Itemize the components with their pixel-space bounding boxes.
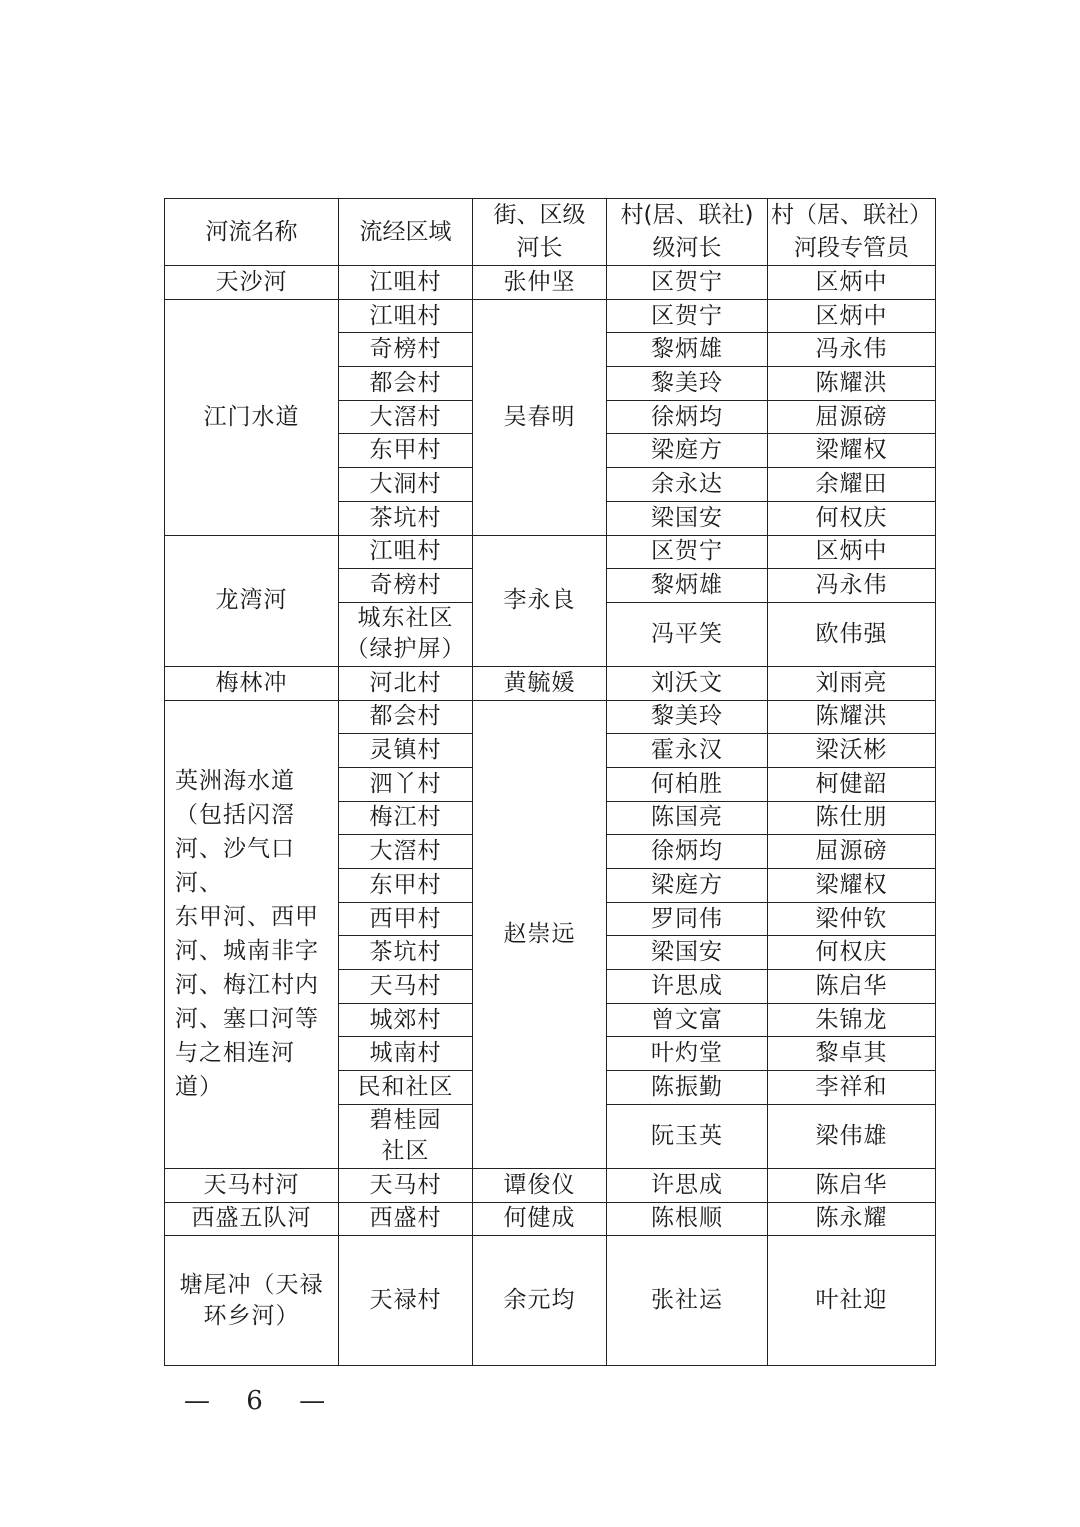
section-manager-cell: 欧伟强 <box>768 602 936 666</box>
river-chief-table <box>164 198 936 1366</box>
section-manager-cell: 陈耀洪 <box>768 700 936 734</box>
area-line: 天禄村 <box>369 1287 442 1314</box>
river-name-line: 江门水道 <box>203 403 300 430</box>
area-cell <box>339 602 473 666</box>
district-chief-cell: 李永良 <box>473 535 607 666</box>
area-cell <box>339 333 473 367</box>
header-line: 村（居、联社） <box>771 202 932 228</box>
area-line: 东甲村 <box>369 871 442 898</box>
district-chief-cell: 谭俊仪 <box>473 1168 607 1202</box>
header-line: 河长 <box>516 235 563 261</box>
river-name-line: 河、梅江村内 <box>175 972 319 999</box>
river-name-cell <box>165 666 339 700</box>
area-line: 天马村 <box>369 1171 442 1198</box>
table-header-row <box>165 199 936 266</box>
area-cell <box>339 569 473 603</box>
header-district-chief <box>473 199 607 266</box>
section-manager-cell: 梁仲钦 <box>768 902 936 936</box>
village-chief-cell: 徐炳均 <box>607 835 768 869</box>
river-name-cell <box>165 1168 339 1202</box>
river-name-line: 天沙河 <box>215 268 288 295</box>
section-manager-cell: 何权庆 <box>768 501 936 535</box>
river-name-line: 英洲海水道 <box>175 768 295 795</box>
section-manager-cell: 何权庆 <box>768 936 936 970</box>
river-name-cell <box>165 535 339 666</box>
area-line: 灵镇村 <box>369 737 442 764</box>
village-chief-cell: 梁国安 <box>607 501 768 535</box>
village-chief-cell: 梁庭方 <box>607 869 768 903</box>
area-line: 城南村 <box>369 1040 442 1067</box>
section-manager-cell: 梁耀权 <box>768 869 936 903</box>
district-chief-cell: 黄毓媛 <box>473 666 607 700</box>
area-line: 江咀村 <box>369 302 442 329</box>
area-line: 大滘村 <box>369 403 442 430</box>
area-line: 城郊村 <box>369 1006 442 1033</box>
village-chief-cell: 梁国安 <box>607 936 768 970</box>
district-chief-cell: 何健成 <box>473 1202 607 1236</box>
area-cell <box>339 835 473 869</box>
village-chief-cell: 徐炳均 <box>607 400 768 434</box>
river-name-cell <box>165 266 339 300</box>
area-line: 大洞村 <box>369 470 442 497</box>
village-chief-cell: 刘沃文 <box>607 666 768 700</box>
area-line: 城东社区 <box>357 605 454 632</box>
area-line: 民和社区 <box>357 1073 454 1100</box>
area-cell <box>339 734 473 768</box>
village-chief-cell: 许思成 <box>607 1168 768 1202</box>
village-chief-cell: 梁庭方 <box>607 434 768 468</box>
river-name-line: 东甲河、西甲 <box>175 904 319 931</box>
table-row <box>165 1236 936 1366</box>
area-line: 奇榜村 <box>369 336 442 363</box>
section-manager-cell: 冯永伟 <box>768 333 936 367</box>
village-chief-cell: 曾文富 <box>607 1003 768 1037</box>
area-line: 东甲村 <box>369 437 442 464</box>
area-line: 河北村 <box>369 669 442 696</box>
header-line: 河流名称 <box>205 218 298 245</box>
river-name-line: 龙湾河 <box>215 587 288 614</box>
area-line: 茶坑村 <box>369 504 442 531</box>
village-chief-cell: 陈振勤 <box>607 1071 768 1105</box>
area-cell <box>339 434 473 468</box>
river-name-line: 河、城南非字 <box>175 938 319 965</box>
river-name-line: 环乡河） <box>203 1302 300 1329</box>
river-name-cell <box>165 700 339 1168</box>
river-name-line: 塘尾冲（天禄 <box>179 1271 324 1298</box>
district-chief-cell: 张仲坚 <box>473 266 607 300</box>
area-line: 大滘村 <box>369 838 442 865</box>
table-row <box>165 1168 936 1202</box>
section-manager-cell: 梁伟雄 <box>768 1104 936 1168</box>
section-manager-cell: 陈启华 <box>768 1168 936 1202</box>
section-manager-cell: 梁耀权 <box>768 434 936 468</box>
river-name-line: （包括闪滘 <box>175 802 295 829</box>
area-cell <box>339 266 473 300</box>
section-manager-cell: 区炳中 <box>768 535 936 569</box>
river-name-line: 河、塞口河等 <box>175 1006 319 1033</box>
area-cell <box>339 468 473 502</box>
village-chief-cell: 陈根顺 <box>607 1202 768 1236</box>
section-manager-cell: 柯健韶 <box>768 767 936 801</box>
village-chief-cell: 黎炳雄 <box>607 569 768 603</box>
area-cell <box>339 1071 473 1105</box>
area-cell <box>339 400 473 434</box>
table-row <box>165 1202 936 1236</box>
district-chief-cell: 吴春明 <box>473 299 607 535</box>
area-line: （绿护屏） <box>345 636 466 663</box>
header-village-chief <box>607 199 768 266</box>
village-chief-cell: 余永达 <box>607 468 768 502</box>
village-chief-cell: 许思成 <box>607 970 768 1004</box>
area-cell <box>339 869 473 903</box>
village-chief-cell: 霍永汉 <box>607 734 768 768</box>
area-cell <box>339 666 473 700</box>
header-line: 流经区域 <box>359 218 452 245</box>
section-manager-cell: 叶社迎 <box>768 1236 936 1366</box>
section-manager-cell: 刘雨亮 <box>768 666 936 700</box>
area-cell <box>339 299 473 333</box>
section-manager-cell: 陈仕朋 <box>768 801 936 835</box>
area-cell <box>339 1037 473 1071</box>
area-cell <box>339 902 473 936</box>
river-name-line: 天马村河 <box>203 1171 300 1198</box>
area-cell <box>339 1003 473 1037</box>
area-line: 奇榜村 <box>369 572 442 599</box>
section-manager-cell: 冯永伟 <box>768 569 936 603</box>
village-chief-cell: 罗同伟 <box>607 902 768 936</box>
village-chief-cell: 阮玉英 <box>607 1104 768 1168</box>
table-row <box>165 666 936 700</box>
section-manager-cell: 陈耀洪 <box>768 367 936 401</box>
section-manager-cell: 区炳中 <box>768 299 936 333</box>
section-manager-cell: 区炳中 <box>768 266 936 300</box>
village-chief-cell: 区贺宁 <box>607 535 768 569</box>
river-name-line: 道） <box>175 1074 223 1101</box>
river-name-line: 西盛五队河 <box>191 1205 312 1232</box>
area-line: 泗丫村 <box>369 770 442 797</box>
river-name-cell <box>165 299 339 535</box>
village-chief-cell: 黎炳雄 <box>607 333 768 367</box>
village-chief-cell: 叶灼堂 <box>607 1037 768 1071</box>
area-line: 碧桂园 <box>369 1107 442 1134</box>
river-name-cell <box>165 1202 339 1236</box>
area-cell <box>339 970 473 1004</box>
river-name-line: 与之相连河 <box>175 1040 295 1067</box>
page-number: — 6 — <box>184 1386 340 1416</box>
area-line: 都会村 <box>369 369 442 396</box>
area-line: 江咀村 <box>369 538 442 565</box>
header-section-manager <box>768 199 936 266</box>
header-line: 级河长 <box>652 235 722 261</box>
village-chief-cell: 区贺宁 <box>607 299 768 333</box>
section-manager-cell: 陈启华 <box>768 970 936 1004</box>
section-manager-cell: 李祥和 <box>768 1071 936 1105</box>
village-chief-cell: 冯平笑 <box>607 602 768 666</box>
district-chief-cell: 赵崇远 <box>473 700 607 1168</box>
table-row <box>165 266 936 300</box>
section-manager-cell: 陈永耀 <box>768 1202 936 1236</box>
village-chief-cell: 黎美玲 <box>607 367 768 401</box>
table-body <box>165 266 936 1366</box>
area-cell <box>339 801 473 835</box>
area-cell <box>339 1202 473 1236</box>
area-cell <box>339 767 473 801</box>
section-manager-cell: 黎卓其 <box>768 1037 936 1071</box>
village-chief-cell: 陈国亮 <box>607 801 768 835</box>
village-chief-cell: 何柏胜 <box>607 767 768 801</box>
area-cell <box>339 936 473 970</box>
header-area <box>339 199 473 266</box>
area-line: 梅江村 <box>369 804 442 831</box>
section-manager-cell: 朱锦龙 <box>768 1003 936 1037</box>
header-line: 河段专管员 <box>794 235 909 261</box>
section-manager-cell: 余耀田 <box>768 468 936 502</box>
area-cell <box>339 1168 473 1202</box>
table-row <box>165 700 936 734</box>
area-cell <box>339 700 473 734</box>
river-name-cell <box>165 1236 339 1366</box>
river-name-line: 梅林冲 <box>215 669 288 696</box>
section-manager-cell: 屈源磅 <box>768 835 936 869</box>
village-chief-cell: 黎美玲 <box>607 700 768 734</box>
area-line: 社区 <box>381 1138 430 1165</box>
area-cell <box>339 535 473 569</box>
section-manager-cell: 屈源磅 <box>768 400 936 434</box>
table-row <box>165 299 936 333</box>
header-river-name <box>165 199 339 266</box>
river-name-line: 河、沙气口河、 <box>175 836 295 897</box>
area-line: 西盛村 <box>369 1205 442 1232</box>
area-cell <box>339 1104 473 1168</box>
area-line: 都会村 <box>369 703 442 730</box>
area-line: 西甲村 <box>369 905 442 932</box>
header-line: 村(居、联社) <box>620 202 754 228</box>
table-row <box>165 535 936 569</box>
area-cell <box>339 367 473 401</box>
area-cell <box>339 1236 473 1366</box>
village-chief-cell: 张社运 <box>607 1236 768 1366</box>
area-line: 茶坑村 <box>369 939 442 966</box>
area-line: 江咀村 <box>369 268 442 295</box>
district-chief-cell: 余元均 <box>473 1236 607 1366</box>
area-line: 天马村 <box>369 972 442 999</box>
village-chief-cell: 区贺宁 <box>607 266 768 300</box>
header-line: 街、区级 <box>493 202 586 228</box>
section-manager-cell: 梁沃彬 <box>768 734 936 768</box>
area-cell <box>339 501 473 535</box>
